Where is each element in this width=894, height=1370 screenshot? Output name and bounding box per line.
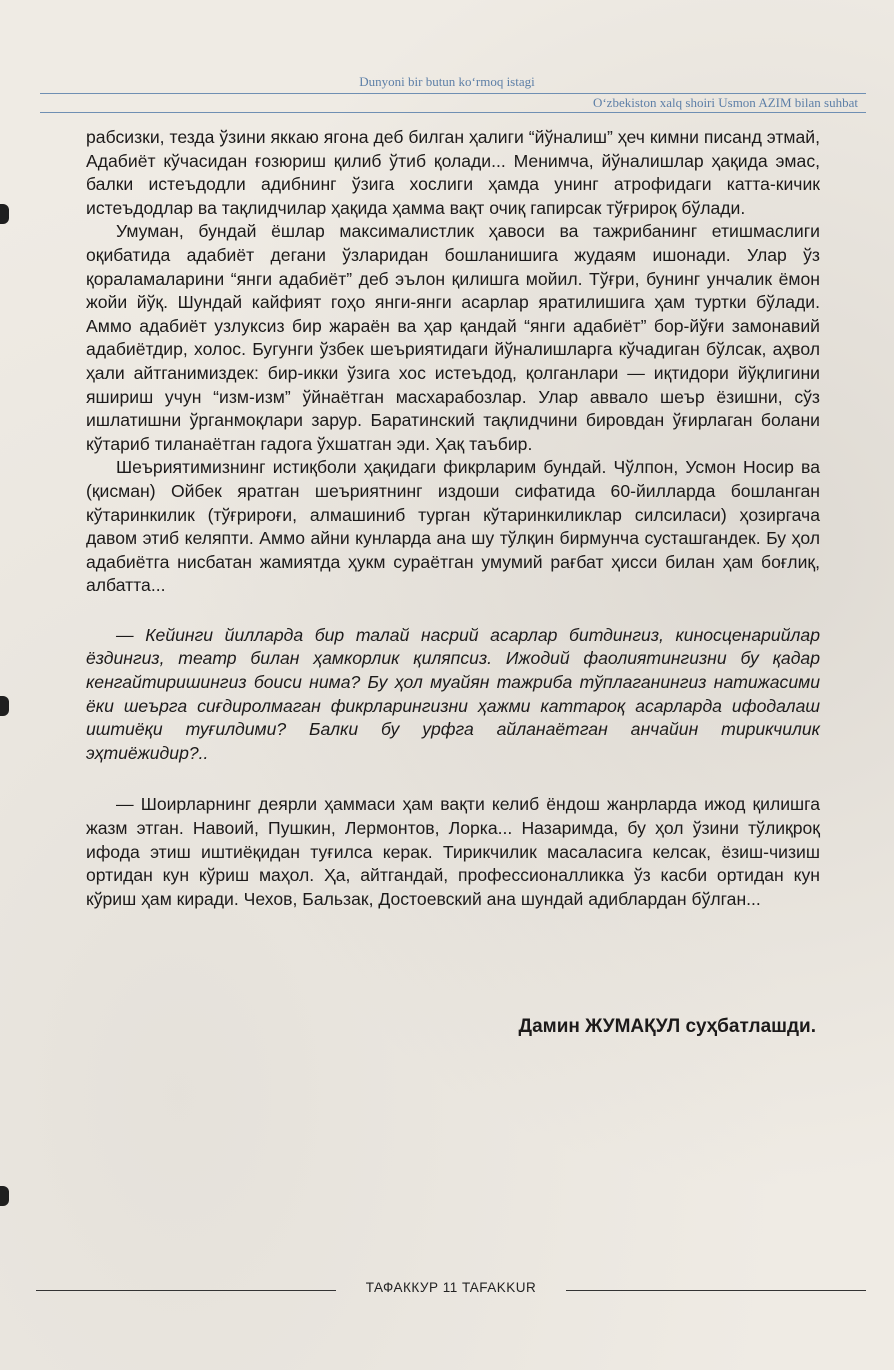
- running-header-subtitle: Oʻzbekiston xalq shoiri Usmon AZIM bilan suhbat: [592, 95, 858, 110]
- paragraph: Умуман, бундай ёшлар максималистлик ҳавоси ва тажрибанинг етишмаслиги оқибатида адабиёт дегани ўзларидан бошланишига жудаям ишонади. Улар ўз қораламаларини “янги адабиёт” деб эълон қилишга мойил. Тўғри, бунинг унчалик ёмон жойи йўқ. Шундай кайфият гоҳо янги-янги асарлар яратилишига ҳам туртки бўлади. Аммо адабиёт узлуксиз бир жараён ва ҳар қандай “янги адабиёт” бор-йўғи замонавий адабиётдир, холос. Бугунги ўзбек шеъриятидаги йўналишларга кўчадиган бўлсак, аҳвол ҳали айтганимиздек: бир-икки ўзига хос истеъдод, қолганлари — иқтидори йўқлигини яшириш учун “изм-изм” ўйнаётган масхарабозлар. Улар аввало шеър ёзишни, сўз ишлатишни ўрганмоқлари зарур. Баратинский тақлидчини бировдан ўғирлаган болани кўтариб тиланаётган гадога ўхшатган эди. Ҳақ таъбир.: [86, 221, 820, 454]
- interviewer-signature: Дамин ЖУМАҚУЛ суҳбатлашди.: [518, 1016, 816, 1037]
- paragraph: рабсизки, тезда ўзини яккаю ягона деб билган ҳалиги “йўналиш” ҳеч кимни писанд этмай, Адабиёт кўчасидан ғозюриш қилиб ўтиб қолади... Менимча, йўналишлар ҳақида эмас, балки истеъдодли адибнинг ўзига хослиги ҳамда унинг атрофидаги катта-кичик истеъдодлар ва тақлидчилар ҳақида ҳамма вақт очиқ гапирсак тўғрироқ бўлади.: [86, 127, 820, 218]
- running-header-title: Dunyoni bir butun koʻrmoq istagi: [359, 74, 535, 89]
- footer-text: ТАФАККУР 11 TAFAKKUR: [365, 1280, 537, 1295]
- footer-divider: [566, 1290, 866, 1291]
- article-body: [86, 126, 820, 911]
- page-footer: [36, 1280, 866, 1300]
- binding-hole: [0, 1186, 9, 1206]
- header-divider: [40, 112, 866, 113]
- binding-hole: [0, 696, 9, 716]
- interview-question: — Кейинги йилларда бир талай насрий асарлар битдингиз, киносценарийлар ёздингиз, театр билан ҳамкорлик қиляпсиз. Ижодий фаолиятингизни бу қадар кенгайтиришингиз боиси нима? Бу ҳол муайян тажриба тўплаганингиз натижасими ёки шеърга сиғдиролмаган фикрларингизни ҳажми каттароқ асарларда ифодалаш иштиёқи туғилдими? Балки бу урфга айланаётган анчайин тирикчилик эҳтиёжидир?..: [86, 624, 820, 763]
- paragraph: Шеъриятимизнинг истиқболи ҳақидаги фикрларим бундай. Чўлпон, Усмон Носир ва (қисман) Ойбек яратган шеъриятнинг издоши сифатида 60-йилларда бошланган кўтаринкилик (тўғрироғи, алмашиниб турган кўтаринкиликлар силсиласи) ҳозиргача давом этиб келяпти. Аммо айни кунларда ана шу тўлқин бирмунча сусташгандек. Бу ҳол адабиётга нисбатан жамиятда ҳукм сураётган умумий рағбат ҳисси билан ҳам боғлиқ, албатта...: [86, 457, 820, 596]
- interview-answer: — Шоирларнинг деярли ҳаммаси ҳам вақти келиб ёндош жанрларда ижод қилишга жазм этган. Навоий, Пушкин, Лермонтов, Лорка... Назаримда, бу ҳол ўзини тўлиқроқ ифода этиш иштиёқидан туғилса керак. Тирикчилик масаласига келсак, ёзиш-чизиш ортидан кун кўриш маҳол. Ҳа, айтгандай, профессионалликка ўз касби ортидан кун кўриш ҳам киради. Чехов, Бальзак, Достоевский ана шундай адиблардан бўлган...: [86, 794, 820, 909]
- header-divider: [40, 93, 866, 94]
- binding-hole: [0, 204, 9, 224]
